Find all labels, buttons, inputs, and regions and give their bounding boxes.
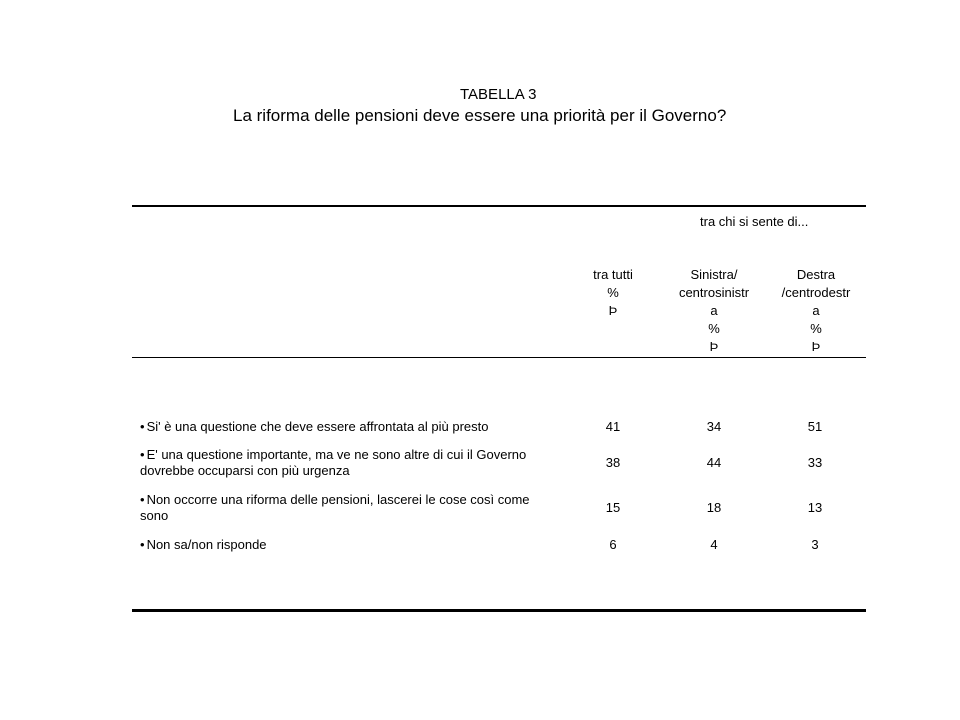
bottom-rule xyxy=(132,609,866,612)
col-header-line: a xyxy=(812,303,820,318)
group-header: tra chi si sente di... xyxy=(700,214,809,229)
table-row-label xyxy=(140,419,555,435)
col-header-line: a xyxy=(710,303,718,318)
table-row-label xyxy=(140,492,550,524)
table-cell: 13 xyxy=(807,500,823,515)
table-cell: 34 xyxy=(706,419,722,434)
column-symbol-icon: Þ xyxy=(811,339,821,354)
table-cell: 15 xyxy=(605,500,621,515)
col-header-all xyxy=(585,266,641,320)
table-cell: 33 xyxy=(807,455,823,470)
table-cell: 51 xyxy=(807,419,823,434)
table-cell: 44 xyxy=(706,455,722,470)
column-symbol-icon: Þ xyxy=(608,303,618,318)
row-label-text: E' una questione importante, ma ve ne sono altre di cui il Governo dovrebbe occuparsi con più urgenza xyxy=(140,447,527,478)
col-header-line: Sinistra/ xyxy=(690,267,738,282)
table-question-title: La riforma delle pensioni deve essere una priorità per il Governo? xyxy=(233,106,727,125)
col-header-line: centrosinistr xyxy=(678,285,750,300)
table-cell: 6 xyxy=(609,537,617,552)
table-label: TABELLA 3 xyxy=(460,86,537,103)
bullet-icon: • xyxy=(140,419,145,434)
row-label-text: Non occorre una riforma delle pensioni, lascerei le cose così come sono xyxy=(140,492,530,523)
row-label-text: Si' è una questione che deve essere affrontata al più presto xyxy=(146,419,489,434)
col-header-line: Destra xyxy=(796,267,836,282)
top-rule xyxy=(132,205,866,207)
column-symbol-icon: Þ xyxy=(709,339,719,354)
col-header-line: % xyxy=(708,321,720,336)
table-cell: 18 xyxy=(706,500,722,515)
row-label-text: Non sa/non risponde xyxy=(146,537,267,552)
table-row-label xyxy=(140,447,540,479)
col-header-line: % xyxy=(607,285,619,300)
table-cell: 4 xyxy=(710,537,718,552)
bullet-icon: • xyxy=(140,447,145,462)
bullet-icon: • xyxy=(140,537,145,552)
table-cell: 41 xyxy=(605,419,621,434)
table-row-label xyxy=(140,537,555,553)
col-header-line: tra tutti xyxy=(593,267,633,282)
col-header-line: /centrodestr xyxy=(781,285,851,300)
header-rule xyxy=(132,357,866,358)
col-header-right xyxy=(768,266,864,356)
col-header-line: % xyxy=(810,321,822,336)
bullet-icon: • xyxy=(140,492,145,507)
table-cell: 3 xyxy=(811,537,819,552)
table-cell: 38 xyxy=(605,455,621,470)
col-header-left xyxy=(668,266,760,356)
